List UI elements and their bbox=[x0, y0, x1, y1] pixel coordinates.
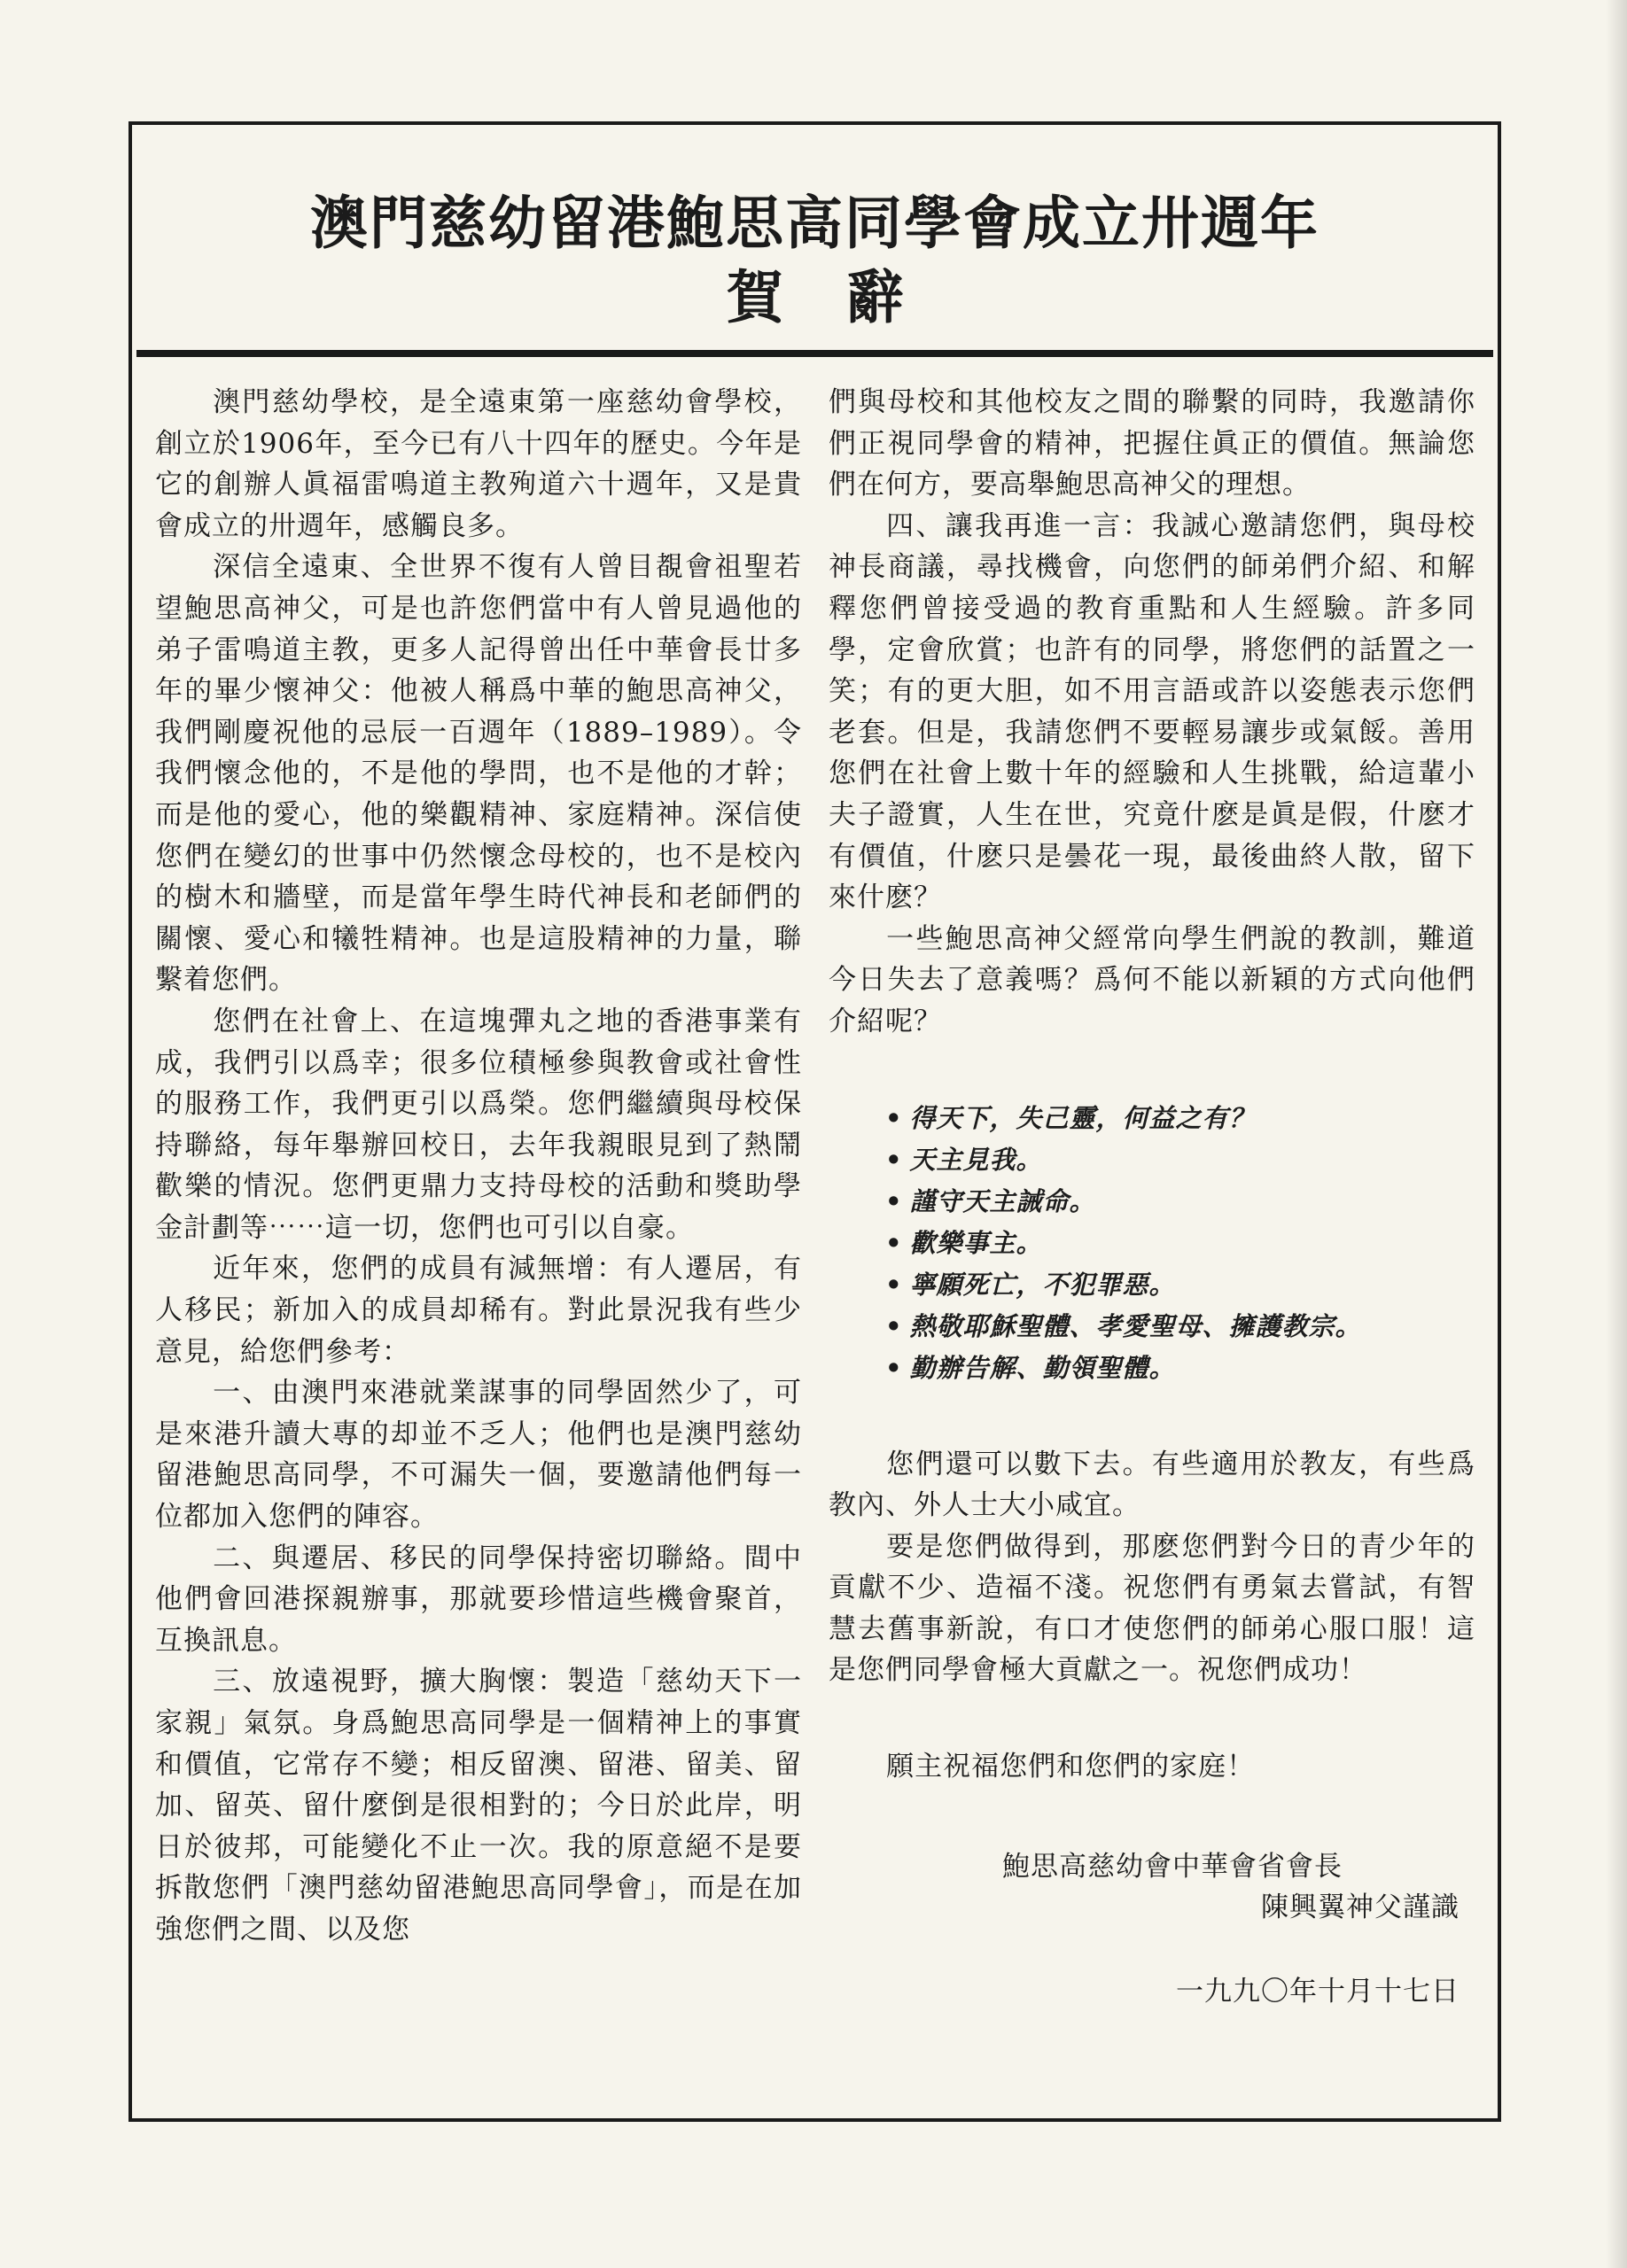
page-edge-shadow bbox=[1606, 0, 1627, 2268]
paragraph: 一些鮑思高神父經常向學生們說的教訓，難道今日失去了意義嗎？爲何不能以新穎的方式向他們介紹呢？ bbox=[829, 922, 1475, 1037]
list-item: • 天主見我。 bbox=[885, 1139, 1475, 1181]
signature-title: 鮑思高慈幼會中華會省會長 bbox=[1002, 1850, 1343, 1883]
bordered-frame bbox=[128, 121, 1501, 2122]
signature-name: 陳興翼神父謹識 bbox=[1261, 1891, 1460, 1924]
paragraph: 三、放遠視野，擴大胸懷：製造「慈幼天下一家親」氣氛。身爲鮑思高同學是一個精神上的事實和價值，它常存不變；相反留澳、留港、留美、留加、留英、留什麼倒是很相對的；今日於此岸，明日於彼邦，可能變化不止一次。我的原意絕不是要拆散您們「澳門慈幼留港鮑思高同學會」，而是在加強您們之間、以及您 bbox=[155, 1666, 802, 1946]
right-column bbox=[829, 382, 1475, 2012]
paragraph: 一、由澳門來港就業謀事的同學固然少了，可是來港升讀大專的却並不乏人；他們也是澳門慈幼留港鮑思高同學，不可漏失一個，要邀請他們每一位都加入您們的陣容。 bbox=[155, 1377, 802, 1534]
paragraph: 您們在社會上、在這塊彈丸之地的香港事業有成，我們引以爲幸；很多位積極參與教會或社會性的服務工作，我們更引以爲榮。您們繼續與母校保持聯絡，每年舉辦回校日，去年我親眼見到了熱鬧歡樂的情況。您們更鼎力支持母校的活動和獎助學金計劃等⋯⋯這一切，您們也可引以自豪。 bbox=[155, 1005, 802, 1244]
blessing-line: 願主祝福您們和您們的家庭！ bbox=[886, 1751, 1256, 1783]
paragraph: 深信全遠東、全世界不復有人曾目覩會祖聖若望鮑思高神父，可是也許您們當中有人曾見過他的弟子雷鳴道主教，更多人記得曾出任中華會長廿多年的畢少懷神父：他被人稱爲中華的鮑思高神父，我們剛慶祝他的忌辰一百週年（1889–1989）。令我們懷念他的，不是他的學問，也不是他的才幹；而是他的愛心，他的樂觀精神、家庭精神。深信使您們在變幻的世事中仍然懷念母校的，也不是校內的樹木和牆壁，而是當年學生時代神長和老師們的關懷、愛心和犧牲精神。也是這股精神的力量，聯繫着您們。 bbox=[155, 551, 802, 997]
document-title: 澳門慈幼留港鮑思高同學會成立卅週年 bbox=[309, 190, 1320, 257]
list-item: • 寧願死亡，不犯罪惡。 bbox=[885, 1264, 1475, 1306]
list-item: • 熱敬耶穌聖體、孝愛聖母、擁護教宗。 bbox=[885, 1306, 1475, 1348]
paragraph: 要是您們做得到，那麽您們對今日的青少年的貢獻不少、造福不淺。祝您們有勇氣去嘗試，有智慧去舊事新說，有口才使您們的師弟心服口服！這是您們同學會極大貢獻之一。祝您們成功！ bbox=[829, 1530, 1475, 1687]
list-item: • 謹守天主誡命。 bbox=[885, 1181, 1475, 1223]
list-item: • 得天下，失己靈，何益之有？ bbox=[885, 1098, 1475, 1139]
document-subtitle: 賀辭 bbox=[726, 264, 966, 331]
paragraph: 四、讓我再進一言：我誠心邀請您們，與母校神長商議，尋找機會，向您們的師弟們介紹、和解釋您們曾接受過的教育重點和人生經驗。許多同學，定會欣賞；也許有的同學，將您們的話置之一笑；有的更大胆，如不用言語或許以姿態表示您們老套。但是，我請您們不要輕易讓步或氣餒。善用您們在社會上數十年的經驗和人生挑戰，給這輩小夫子證實，人生在世，究竟什麽是眞是假，什麽才有價值，什麽只是曇花一現，最後曲終人散，留下來什麽？ bbox=[829, 509, 1475, 914]
title-rule bbox=[136, 350, 1493, 357]
list-item: • 歡樂事主。 bbox=[885, 1223, 1475, 1264]
continued-paragraph: 們與母校和其他校友之間的聯繫的同時，我邀請你們正視同學會的精神，把握住眞正的價值。無論您們在何方，要高舉鮑思高神父的理想。 bbox=[829, 386, 1475, 501]
paragraph: 近年來，您們的成員有減無增：有人遷居，有人移民；新加入的成員却稀有。對此景況我有些少意見，給您們參考： bbox=[155, 1253, 802, 1368]
left-column bbox=[155, 382, 802, 1951]
paragraph: 您們還可以數下去。有些適用於教友，有些爲教內、外人士大小咸宜。 bbox=[829, 1448, 1475, 1522]
paragraph: 澳門慈幼學校，是全遠東第一座慈幼會學校，創立於1906年，至今已有八十四年的歷史。今年是它的創辦人眞福雷鳴道主教殉道六十週年，又是貴會成立的卅週年，感觸良多。 bbox=[155, 386, 802, 542]
paragraph: 二、與遷居、移民的同學保持密切聯絡。間中他們會回港探親辦事，那就要珍惜這些機會聚首，互換訊息。 bbox=[155, 1542, 802, 1657]
teachings-list bbox=[885, 1098, 1475, 1389]
date-line: 一九九〇年十月十七日 bbox=[1176, 1975, 1460, 2008]
list-item: • 勤辦告解、勤領聖體。 bbox=[885, 1348, 1475, 1389]
